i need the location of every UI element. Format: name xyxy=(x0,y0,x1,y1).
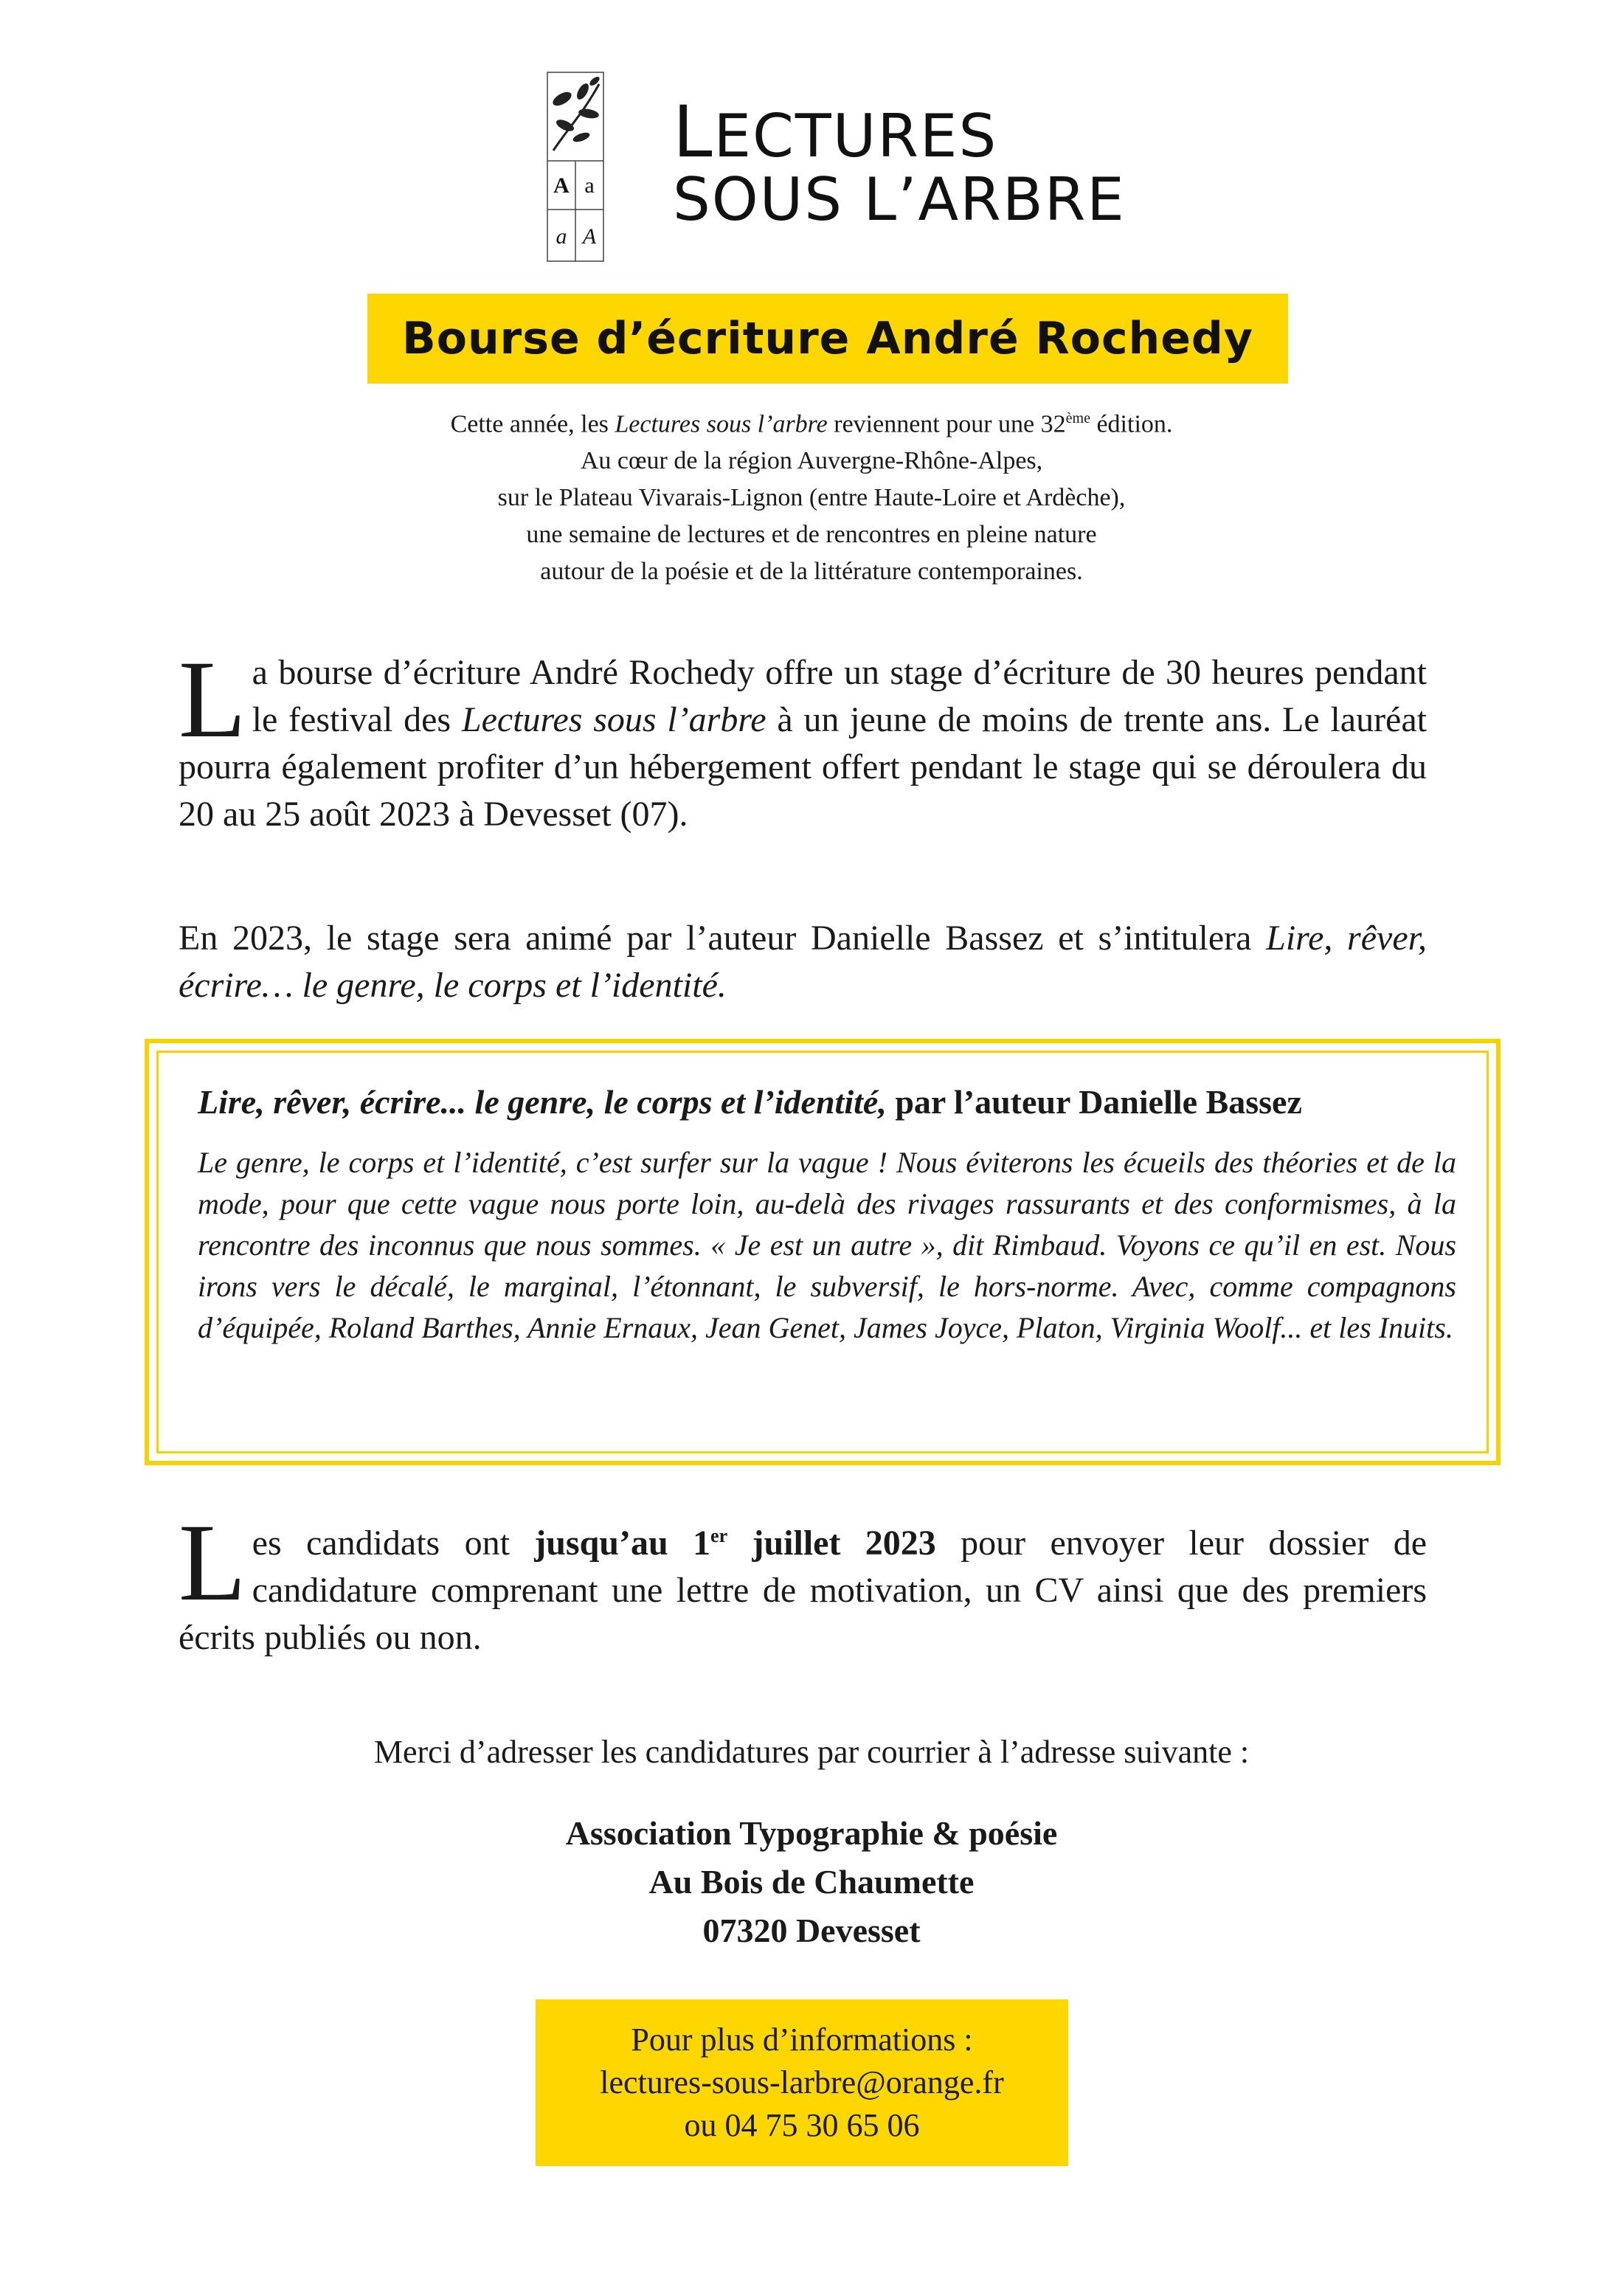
festival-name: Lectures sous l’arbre xyxy=(461,700,766,739)
stage-box-author: par l’auteur Danielle Bassez xyxy=(886,1083,1302,1121)
paragraph-text: pour envoyer leur dossier de candidature comprenant une lettre de motivation, un CV ainsi que des premiers écrits publiés ou non. xyxy=(179,1524,1427,1657)
stage-title: Lire, rêver, écrire… le genre, le corps et l’identité. xyxy=(179,919,1427,1005)
address-line-2: Au Bois de Chaumette xyxy=(648,1863,975,1901)
info-band xyxy=(536,1999,1068,2166)
intro-text: Cette année, les xyxy=(450,410,615,438)
paragraph-text: a bourse d’écriture André Rochedy offre un stage d’écriture de 30 heures pendant le festival des xyxy=(252,653,1427,739)
paragraph-bourse xyxy=(179,638,1428,838)
logo-cell-4: A xyxy=(582,224,597,249)
paragraph-candidats xyxy=(179,1501,1427,1662)
postal-address xyxy=(177,1809,1446,1955)
paragraph-text: à un jeune de moins de trente ans. Le lauréat pourra également profiter d’un hébergement offert pendant le stage qui se déroulera du 20 au 25 août 2023 à Devesset (07). xyxy=(179,700,1428,834)
logo xyxy=(546,69,605,266)
drop-cap: L xyxy=(179,1501,246,1624)
logo-title xyxy=(673,91,1126,234)
paragraph-text: es candidats ont xyxy=(252,1524,535,1563)
title-band xyxy=(367,294,1288,384)
contact-email[interactable]: lectures-sous-larbre@orange.fr xyxy=(600,2064,1004,2100)
logo-title-line-1 xyxy=(673,91,1126,173)
info-heading: Pour plus d’informations : xyxy=(631,2022,973,2058)
logo-title-rest: ECTURES xyxy=(713,102,998,170)
intro-line-5: autour de la poésie et de la littérature contemporaines. xyxy=(540,558,1083,586)
mailing-instruction: Merci d’adresser les candidatures par courrier à l’adresse suivante : xyxy=(373,1734,1250,1770)
intro-line-3: sur le Plateau Vivarais-Lignon (entre Haute-Loire et Ardèche), xyxy=(497,484,1126,512)
intro-line-4: une semaine de lectures et de rencontres en pleine nature xyxy=(526,521,1097,549)
logo-cell-1: A xyxy=(553,173,570,198)
deadline-text: jusqu’au 1 xyxy=(534,1524,711,1563)
logo-title-initial: L xyxy=(673,91,714,173)
paragraph-text: En 2023, le stage sera animé par l’auteur Danielle Bassez et s’intitulera xyxy=(179,919,1267,958)
drop-cap: L xyxy=(179,638,246,761)
stage-box-description: Le genre, le corps et l’identité, c’est surfer sur la vague ! Nous éviterons les écueils des théories et de la mode, pour que cette vague nous porte loin, au-delà des rivages rassurants et des conformismes, à la rencontre des inconnus que nous sommes. « Je est un autre », dit Rimbaud. Voyons ce qu’il en est. Nous irons vers le décalé, le marginal, l’étonnant, le subversif, le hors-norme. Avec, comme compagnons d’équipée, Roland Barthes, Annie Ernaux, Jean Genet, James Joyce, Platon, Virginia Woolf... et les Inuits. xyxy=(198,1146,1456,1344)
intro-line-2: Au cœur de la région Auvergne-Rhône-Alpes, xyxy=(580,447,1043,475)
deadline xyxy=(534,1524,936,1563)
deadline-text: juillet 2023 xyxy=(727,1524,936,1563)
stage-box-heading xyxy=(198,1080,1452,1124)
ordinal-suffix: ème xyxy=(1065,410,1090,426)
leaf-branch-icon xyxy=(550,75,601,151)
page-title: Bourse d’écriture André Rochedy xyxy=(401,313,1253,364)
address-line-3: 07320 Devesset xyxy=(702,1912,921,1949)
logo-cell-3: a xyxy=(556,224,567,249)
paragraph-stage xyxy=(179,915,1427,1009)
intro xyxy=(221,400,1402,590)
intro-text: édition. xyxy=(1090,410,1173,438)
intro-line-1 xyxy=(221,400,1402,443)
contact-phone: ou 04 75 30 65 06 xyxy=(684,2107,920,2143)
address-line-1: Association Typographie & poésie xyxy=(565,1814,1058,1852)
logo-cell-2: a xyxy=(584,173,595,198)
intro-text: reviennent pour une 32 xyxy=(827,410,1066,438)
stage-box-title: Lire, rêver, écrire... le genre, le corps et l’identité, xyxy=(198,1083,887,1121)
ordinal-suffix: er xyxy=(710,1525,728,1546)
logo-title-line-2: SOUS L’ARBRE xyxy=(673,165,1126,234)
festival-name: Lectures sous l’arbre xyxy=(615,410,828,438)
